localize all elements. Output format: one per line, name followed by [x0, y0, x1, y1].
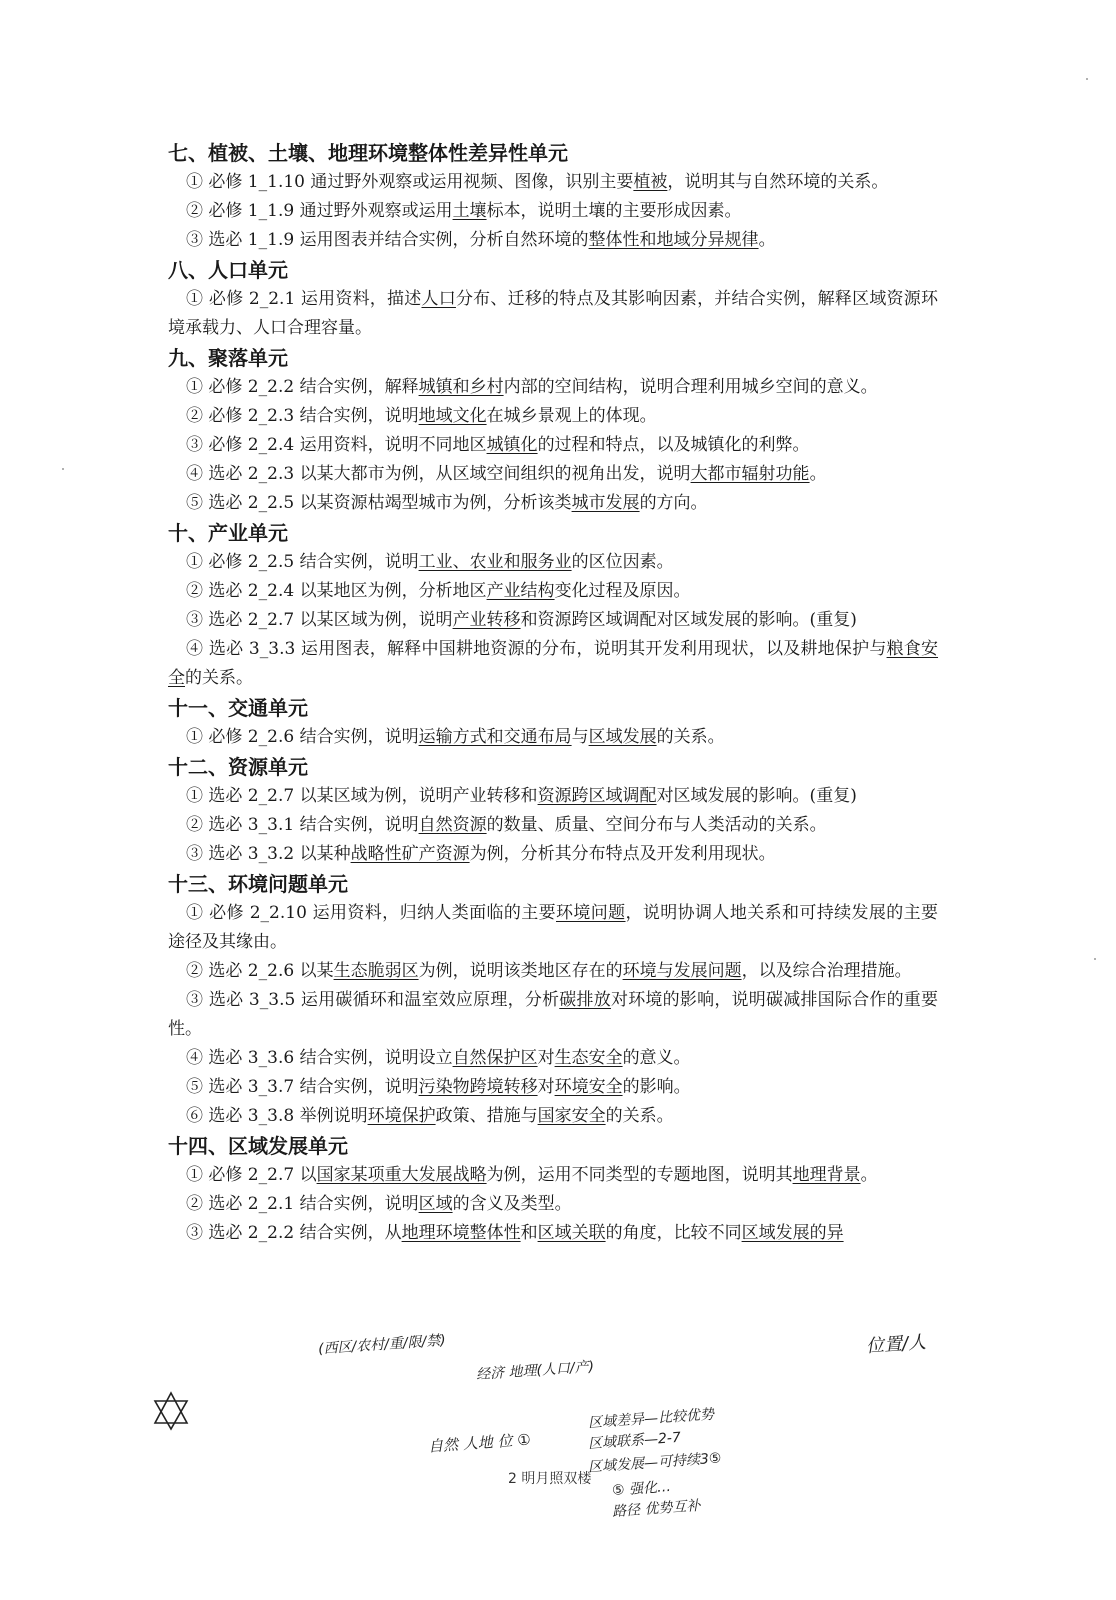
- requirement-item: [168, 1161, 938, 1190]
- key-term: 碳排放: [559, 990, 611, 1010]
- requirement-item: [168, 1102, 938, 1131]
- scan-speck: [62, 468, 64, 470]
- handwritten-note: 路径 优势互补: [611, 1497, 701, 1521]
- requirement-item: [168, 635, 938, 693]
- key-term: 区域关联: [537, 1223, 606, 1243]
- page-footer: 2 明月照双楼: [508, 1471, 592, 1487]
- text-run: ① 必修 2_2.6 结合实例，说明: [186, 727, 419, 747]
- requirement-item: [168, 168, 938, 197]
- text-run: ④ 选必 3_3.3 运用图表，解释中国耕地资源的分布，说明其开发利用现状，以及耕地保护与: [186, 639, 887, 659]
- text-run: 变化过程及原因。: [554, 581, 691, 601]
- text-run: 。: [809, 464, 827, 484]
- key-term: 粮食安全: [168, 639, 939, 688]
- key-term: 国家某项重大发展战略: [316, 1165, 487, 1185]
- section-heading: 七、植被、土壤、地理环境整体性差异性单元: [168, 141, 568, 165]
- requirement-item: [168, 431, 938, 460]
- key-term: 产业结构: [486, 581, 555, 601]
- section-heading: 十二、资源单元: [168, 755, 308, 779]
- text-run: ① 必修 2_2.5 结合实例，说明: [186, 552, 419, 572]
- key-term: 产业转移: [452, 610, 521, 630]
- key-term: 土壤: [452, 201, 487, 221]
- document-body: [168, 138, 938, 1248]
- section-heading: 十、产业单元: [168, 521, 288, 545]
- text-run: 为例，分析其分布特点及开发利用现状。: [469, 844, 776, 864]
- key-term: 人口: [421, 289, 456, 309]
- key-term: 运输方式和交通布局: [418, 727, 572, 747]
- text-run: ① 选必 2_2.7 以某区域为例，说明产业转移和: [186, 786, 538, 806]
- text-run: ，说明其与自然环境的关系。: [667, 172, 889, 192]
- requirement-item: [168, 840, 938, 869]
- requirement-item: [168, 402, 938, 431]
- key-term: 环境保护: [367, 1106, 436, 1126]
- requirement-item: [168, 1044, 938, 1073]
- requirement-item: [168, 1219, 938, 1248]
- text-run: 的过程和特点，以及城镇化的利弊。: [537, 435, 810, 455]
- handwritten-note: 位置/人: [865, 1331, 927, 1358]
- text-run: 的意义。: [622, 1048, 691, 1068]
- text-run: 和资源跨区域调配对区域发展的影响。(重复): [520, 610, 857, 630]
- text-run: 的影响。: [622, 1077, 691, 1097]
- handwritten-note: 自然 人地 位 ①: [427, 1430, 532, 1456]
- text-run: 的数量、质量、空间分布与人类活动的关系。: [486, 815, 827, 835]
- text-run: ③ 选必 3_3.2 以某种: [186, 844, 351, 864]
- text-run: 的方向。: [639, 493, 708, 513]
- text-run: ③ 选必 3_3.5 运用碳循环和温室效应原理，分析: [186, 990, 560, 1010]
- requirement-item: [168, 811, 938, 840]
- text-run: ① 必修 1_1.10 通过野外观察或运用视频、图像，识别主要: [186, 172, 634, 192]
- key-term: 环境问题: [556, 903, 626, 923]
- key-term: 城市发展: [571, 493, 640, 513]
- text-run: ⑤ 选必 3_3.7 结合实例，说明: [186, 1077, 419, 1097]
- key-term: 自然保护区: [452, 1048, 538, 1068]
- text-run: ④ 选必 2_2.3 以某大都市为例，从区域空间组织的视角出发，说明: [186, 464, 691, 484]
- text-run: ⑤ 选必 2_2.5 以某资源枯竭型城市为例，分析该类: [186, 493, 572, 513]
- requirement-item: [168, 723, 938, 752]
- text-run: 的含义及类型。: [452, 1194, 572, 1214]
- text-run: ⑥ 选必 3_3.8 举例说明: [186, 1106, 368, 1126]
- handwritten-note: 区域发展—可持续3⑤: [587, 1450, 722, 1476]
- handwritten-note: 区域联系—2-7: [587, 1429, 682, 1453]
- key-term: 区域发展: [588, 727, 657, 747]
- requirement-item: [168, 986, 938, 1044]
- text-run: 内部的空间结构，说明合理利用城乡空间的意义。: [503, 377, 878, 397]
- text-run: ① 必修 2_2.10 运用资料，归纳人类面临的主要: [186, 903, 556, 923]
- text-run: ① 必修 2_2.2 结合实例，解释: [186, 377, 419, 397]
- text-run: 对: [537, 1048, 555, 1068]
- text-run: ② 必修 1_1.9 通过野外观察或运用: [186, 201, 453, 221]
- key-term: 环境安全: [554, 1077, 623, 1097]
- key-term: 生态脆弱区: [333, 961, 419, 981]
- key-term: 大都市辐射功能: [690, 464, 810, 484]
- requirement-item: [168, 226, 938, 255]
- requirement-item: [168, 460, 938, 489]
- text-run: ① 必修 2_2.1 运用资料，描述: [186, 289, 422, 309]
- text-run: 政策、措施与: [435, 1106, 538, 1126]
- text-run: ③ 选必 2_2.7 以某区域为例，说明: [186, 610, 453, 630]
- text-run: 的关系。: [605, 1106, 674, 1126]
- text-run: 的关系。: [656, 727, 725, 747]
- key-term: 自然资源: [418, 815, 487, 835]
- requirement-item: [168, 489, 938, 518]
- requirement-item: [168, 782, 938, 811]
- handwritten-note: (西区/农村/重/限/禁): [317, 1332, 447, 1358]
- key-term: 工业、农业和服务业: [418, 552, 572, 572]
- text-run: ③ 选必 2_2.2 结合实例，从: [186, 1223, 402, 1243]
- text-run: ② 选必 2_2.1 结合实例，说明: [186, 1194, 419, 1214]
- requirement-item: [168, 606, 938, 635]
- text-run: ，以及综合治理措施。: [741, 961, 912, 981]
- section-heading: 十三、环境问题单元: [168, 872, 348, 896]
- text-run: ④ 选必 3_3.6 结合实例，说明设立: [186, 1048, 453, 1068]
- text-run: 分布、迁移的特点及其影响因素，并结合实例，解释区域资源环境承载力、人口合理容量。: [168, 289, 938, 338]
- text-run: ③ 选必 1_1.9 运用图表并结合实例，分析自然环境的: [186, 230, 589, 250]
- key-term: 城镇化: [486, 435, 538, 455]
- requirement-item: [168, 373, 938, 402]
- text-run: ② 必修 2_2.3 结合实例，说明: [186, 406, 419, 426]
- star-icon: [150, 1390, 192, 1432]
- key-term: 生态安全: [554, 1048, 623, 1068]
- text-run: 为例，说明该类地区存在的: [418, 961, 623, 981]
- text-run: 。: [860, 1165, 878, 1185]
- section-heading: 八、人口单元: [168, 258, 288, 282]
- text-run: 的区位因素。: [571, 552, 674, 572]
- key-term: 战略性矿产资源: [350, 844, 470, 864]
- key-term: 区域发展的异: [741, 1223, 844, 1243]
- scan-speck: [1086, 78, 1088, 80]
- text-run: 在城乡景观上的体现。: [486, 406, 657, 426]
- key-term: 整体性和地域分异规律: [588, 230, 759, 250]
- text-run: 对区域发展的影响。(重复): [656, 786, 857, 806]
- key-term: 污染物跨境转移: [418, 1077, 538, 1097]
- key-term: 资源跨区域调配: [537, 786, 657, 806]
- text-run: ② 选必 2_2.6 以某: [186, 961, 334, 981]
- text-run: 对环境的影响，说明碳减排国际合作的重要性。: [168, 990, 939, 1039]
- text-run: ② 选必 2_2.4 以某地区为例，分析地区: [186, 581, 487, 601]
- handwritten-note: 区域差异—比较优势: [587, 1406, 715, 1432]
- key-term: 区域: [418, 1194, 453, 1214]
- key-term: 环境与发展问题: [622, 961, 742, 981]
- text-run: 标本，说明土壤的主要形成因素。: [486, 201, 742, 221]
- text-run: 和: [520, 1223, 538, 1243]
- key-term: 城镇和乡村: [418, 377, 504, 397]
- section-heading: 九、聚落单元: [168, 346, 288, 370]
- text-run: ，说明协调人地关系和可持续发展的主要途径及其缘由。: [168, 903, 939, 952]
- scan-speck: [1094, 958, 1096, 960]
- text-run: 对: [537, 1077, 555, 1097]
- text-run: 与: [571, 727, 589, 747]
- requirement-item: [168, 899, 938, 957]
- text-run: ② 选必 3_3.1 结合实例，说明: [186, 815, 419, 835]
- requirement-item: [168, 1073, 938, 1102]
- key-term: 地理环境整体性: [401, 1223, 521, 1243]
- requirement-item: [168, 1190, 938, 1219]
- key-term: 国家安全: [537, 1106, 606, 1126]
- handwritten-note: ⑤ 强化…: [611, 1478, 672, 1500]
- key-term: 地域文化: [418, 406, 487, 426]
- handwritten-note: 经济 地理(人口/产): [475, 1358, 595, 1384]
- section-heading: 十四、区域发展单元: [168, 1134, 348, 1158]
- requirement-item: [168, 285, 938, 343]
- text-run: ① 必修 2_2.7 以: [186, 1165, 317, 1185]
- key-term: 植被: [633, 172, 668, 192]
- text-run: 。: [758, 230, 776, 250]
- text-run: 为例，运用不同类型的专题地图，说明其: [486, 1165, 793, 1185]
- text-run: 的关系。: [185, 668, 253, 688]
- requirement-item: [168, 577, 938, 606]
- requirement-item: [168, 197, 938, 226]
- key-term: 地理背景: [792, 1165, 861, 1185]
- text-run: 的角度，比较不同: [605, 1223, 742, 1243]
- requirement-item: [168, 548, 938, 577]
- requirement-item: [168, 957, 938, 986]
- section-heading: 十一、交通单元: [168, 696, 308, 720]
- text-run: ③ 必修 2_2.4 运用资料，说明不同地区: [186, 435, 487, 455]
